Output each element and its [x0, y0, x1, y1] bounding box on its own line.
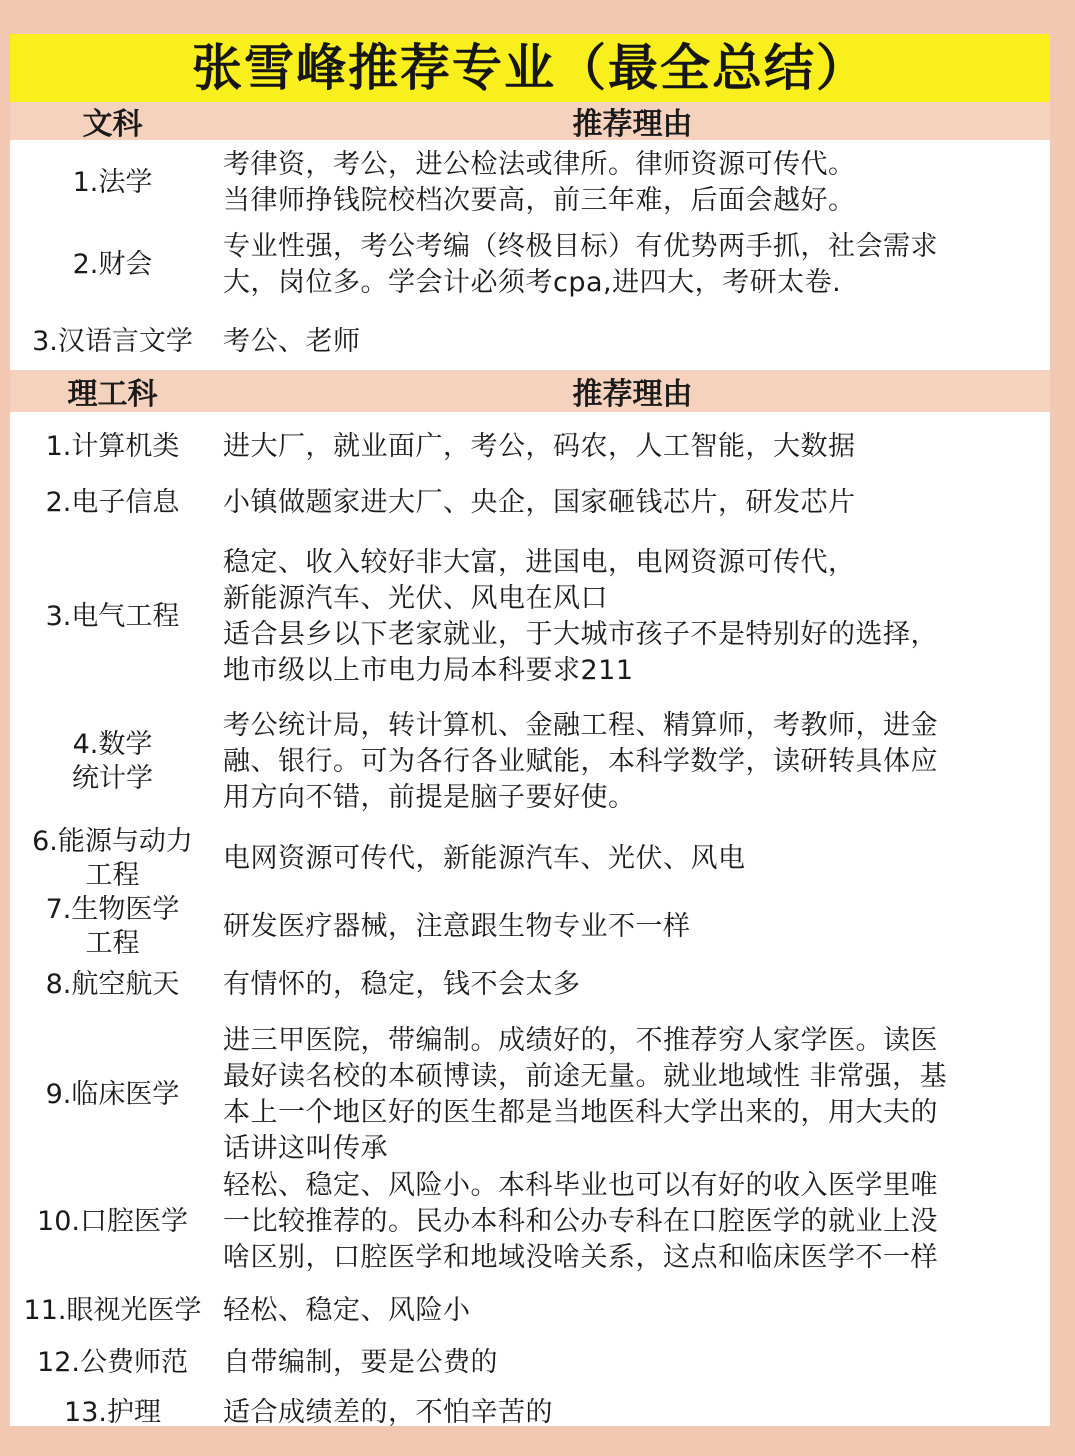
major-name: 10.口腔医学 — [37, 1206, 188, 1237]
table-row — [10, 1022, 1050, 1168]
table-row — [10, 892, 1050, 962]
major-name: 2.电子信息 — [45, 487, 180, 518]
reason-line: 新能源汽车、光伏、风电在风口 — [223, 583, 608, 614]
major-name: 2.财会 — [72, 249, 153, 280]
reason-line: 大，岗位多。学会计必须考cpa,进四大，考研太卷. — [223, 267, 842, 298]
major-reason — [223, 142, 1045, 224]
table-row — [10, 142, 1050, 224]
reason-line: 有情怀的，稳定，钱不会太多 — [223, 969, 581, 1000]
table-row — [10, 1342, 1050, 1384]
reason-line: 轻松、稳定、风险小。本科毕业也可以有好的收入医学里唯 — [223, 1170, 938, 1201]
major-reason — [223, 1290, 1045, 1332]
reason-line: 进三甲医院，带编制。成绩好的，不推荐穷人家学医。读医 — [223, 1025, 938, 1056]
reason-line: 地市级以上市电力局本科要求211 — [223, 655, 634, 686]
table-row — [10, 318, 1050, 366]
major-reason — [223, 1168, 1045, 1276]
table-row — [10, 1392, 1050, 1426]
reason-line: 电网资源可传代，新能源汽车、光伏、风电 — [223, 843, 746, 874]
major-name: 6.能源与动力 工程 — [32, 826, 193, 891]
major-name: 13.护理 — [64, 1397, 161, 1426]
reason-line: 融、银行。可为各行各业赋能，本科学数学，读研转具体应 — [223, 746, 938, 777]
table-row — [10, 424, 1050, 470]
reason-line: 本上一个地区好的医生都是当地医科大学出来的，用大夫的 — [223, 1097, 938, 1128]
major-reason — [223, 226, 1045, 304]
major-reason — [223, 1342, 1045, 1384]
science-header — [10, 370, 1050, 412]
table-row — [10, 1168, 1050, 1276]
reason-line: 话讲这叫传承 — [223, 1133, 388, 1164]
major-name: 1.计算机类 — [45, 431, 180, 462]
major-name: 12.公费师范 — [37, 1347, 188, 1378]
major-name: 8.航空航天 — [45, 969, 180, 1000]
major-name: 4.数学 统计学 — [72, 729, 153, 794]
reason-line: 进大厂，就业面广，考公，码农，人工智能，大数据 — [223, 431, 856, 462]
reason-line: 轻松、稳定、风险小 — [223, 1295, 471, 1326]
reason-line: 稳定、收入较好非大富，进国电，电网资源可传代， — [223, 547, 856, 578]
science-reason-label: 推荐理由 — [572, 377, 693, 412]
science-category-label: 理工科 — [67, 377, 158, 412]
major-name: 1.法学 — [72, 167, 153, 198]
major-reason — [223, 892, 1045, 962]
table-row — [10, 226, 1050, 304]
major-reason — [223, 964, 1045, 1006]
title-bar — [10, 34, 1050, 102]
major-reason — [223, 1392, 1045, 1426]
major-name: 3.汉语言文学 — [32, 326, 193, 357]
reason-line: 一比较推荐的。民办本科和公办专科在口腔医学的就业上没 — [223, 1206, 938, 1237]
reason-line: 最好读名校的本硕博读，前途无量。就业地域性 非常强，基 — [223, 1061, 948, 1092]
major-reason — [223, 424, 1045, 470]
reason-line: 用方向不错，前提是脑子要好使。 — [223, 782, 636, 813]
table-row — [10, 544, 1050, 690]
page-title: 张雪峰推荐专业（最全总结） — [192, 39, 868, 97]
liberal-arts-header — [10, 102, 1050, 140]
reason-line: 适合成绩差的，不怕辛苦的 — [223, 1397, 553, 1426]
major-name: 11.眼视光医学 — [23, 1295, 202, 1326]
major-reason — [223, 824, 1045, 894]
major-reason — [223, 480, 1045, 526]
major-reason — [223, 544, 1045, 690]
table-row — [10, 480, 1050, 526]
major-name: 9.临床医学 — [45, 1079, 180, 1110]
reason-line: 专业性强，考公考编（终极目标）有优势两手抓，社会需求 — [223, 231, 938, 262]
table-row — [10, 706, 1050, 818]
reason-line: 考公统计局，转计算机、金融工程、精算师，考教师，进金 — [223, 710, 938, 741]
table-row — [10, 1290, 1050, 1332]
reason-line: 啥区别，口腔医学和地域没啥关系，这点和临床医学不一样 — [223, 1242, 938, 1273]
reason-line: 考律资，考公，进公检法或律所。律师资源可传代。 — [223, 149, 856, 180]
reason-line: 适合县乡以下老家就业，于大城市孩子不是特别好的选择， — [223, 619, 938, 650]
major-name: 3.电气工程 — [45, 601, 180, 632]
liberal-arts-category-label: 文科 — [82, 107, 143, 142]
table-row — [10, 964, 1050, 1006]
table-row — [10, 824, 1050, 894]
major-reason — [223, 1022, 1045, 1168]
reason-line: 当律师挣钱院校档次要高，前三年难，后面会越好。 — [223, 185, 856, 216]
reason-line: 研发医疗器械，注意跟生物专业不一样 — [223, 911, 691, 942]
reason-line: 小镇做题家进大厂、央企，国家砸钱芯片，研发芯片 — [223, 487, 856, 518]
liberal-arts-reason-label: 推荐理由 — [572, 107, 693, 142]
reason-line: 考公、老师 — [223, 326, 361, 357]
major-reason — [223, 318, 1045, 366]
reason-line: 自带编制，要是公费的 — [223, 1347, 498, 1378]
major-reason — [223, 706, 1045, 818]
recommendation-card — [10, 34, 1050, 1426]
major-name: 7.生物医学 工程 — [45, 894, 180, 959]
